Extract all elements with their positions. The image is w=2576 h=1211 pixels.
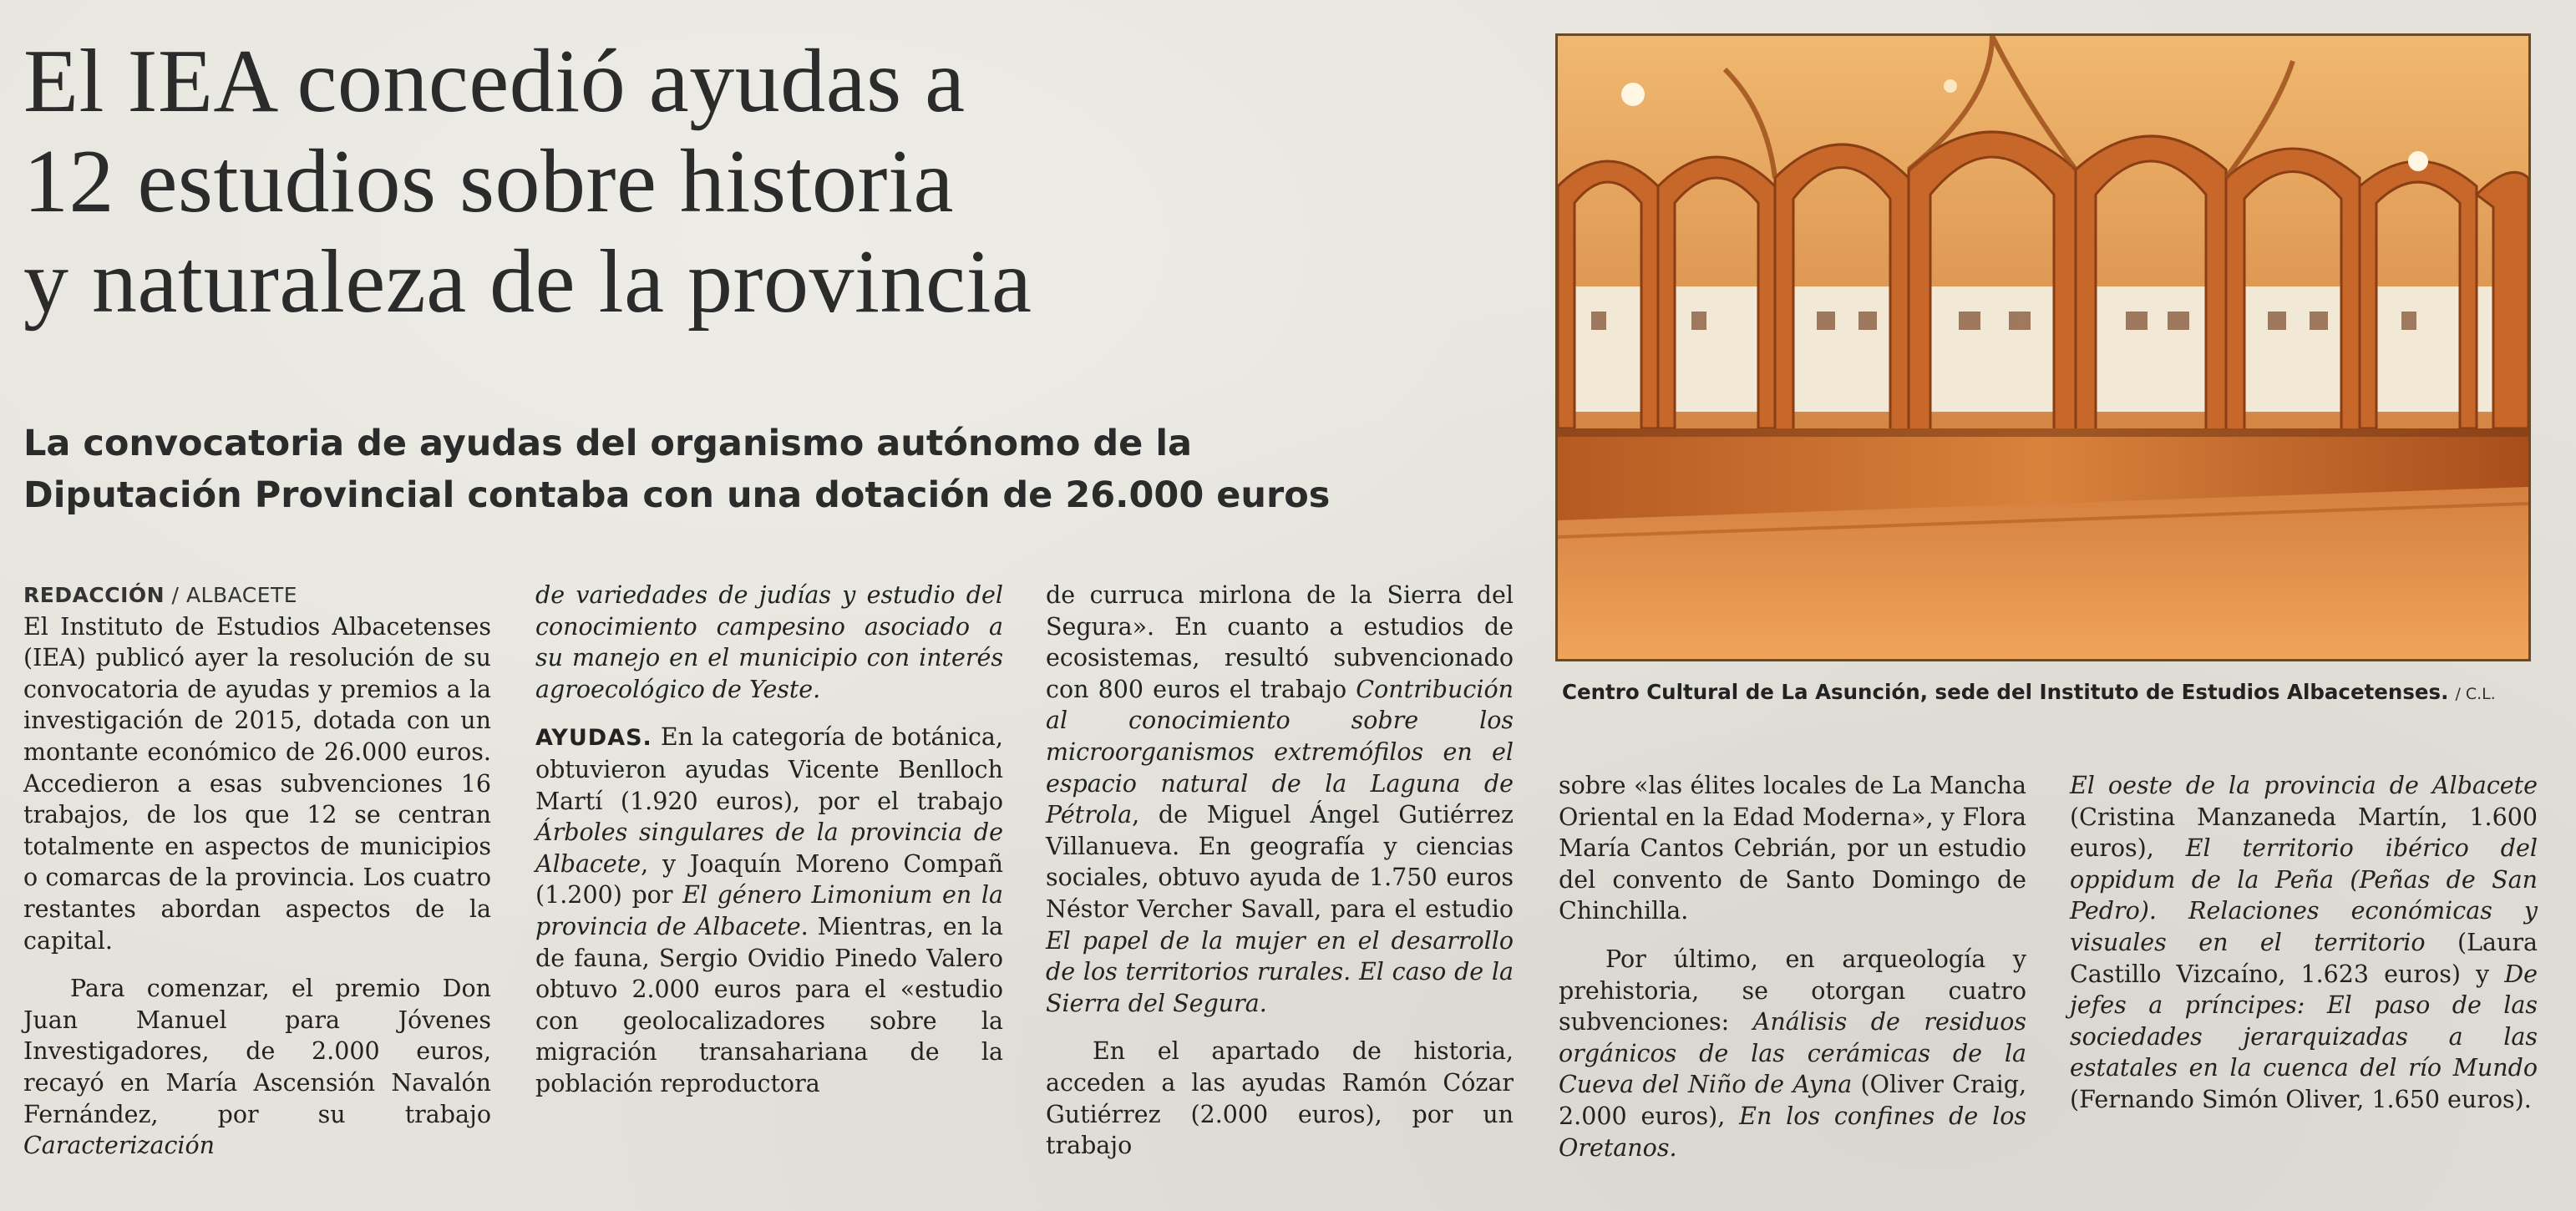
text-run: (Fernando Simón Oliver, 1.650 euros).: [2070, 1085, 2532, 1113]
text-run: Por último, en arqueología y prehistoria, se otorgan cuatro subvenciones:: [1559, 945, 2026, 1036]
text-run: de curruca mirlona de la Sierra del Segura». En cuanto a estudios de ecosistemas, resultó subvencionado con 800 euros el trabajo: [1046, 581, 1514, 703]
text-run-italic: El oeste de la provincia de Albacete: [2070, 772, 2538, 799]
text-run-italic: El territorio ibérico del oppidum de la Peña (Peñas de San Pedro). Relaciones económicas y visuales en el territorio: [2070, 834, 2538, 956]
paragraph: [23, 973, 491, 1162]
article-column-2: [535, 580, 1003, 1100]
text-run-italic: El papel de la mujer en el desarrollo de los territorios rurales. El caso de la Sierra del Segura.: [1046, 926, 1514, 1017]
text-run: En la categoría de botánica, obtuvieron ayudas Vicente Benlloch Martí (1.920 euros), por el trabajo: [535, 723, 1003, 815]
text-run: Para comenzar, el premio Don Juan Manuel para Jóvenes Investigadores, de 2.000 euros, recayó en María Ascensión Navalón Fernández, por su trabajo: [23, 975, 491, 1128]
paragraph: sobre «las élites locales de La Mancha Oriental en la Edad Moderna», y Flora María Cantos Cebrián, por un estudio del convento de Santo Domingo de Chinchilla.: [1559, 772, 2026, 925]
text-run-italic: Caracterización: [23, 1132, 216, 1160]
byline: [23, 580, 491, 611]
paragraph: [1559, 944, 2026, 1163]
headline-line: El IEA concedió ayudas a: [23, 32, 966, 131]
text-run-italic: de variedades de judías y estudio del conocimiento campesino asociado a su manejo en el municipio con interés agroecológico de Yeste.: [535, 581, 1003, 703]
headline-line: y naturaleza de la provincia: [23, 232, 1032, 332]
text-run-italic: En los confines de los Oretanos.: [1559, 1102, 2026, 1162]
byline-separator: /: [165, 583, 186, 607]
arcade-interior-photo: [1558, 36, 2528, 659]
text-run-italic: El género Limonium en la provincia de Albacete: [535, 881, 1003, 940]
text-run-italic: Análisis de residuos orgánicos de las cerámicas de la Cueva del Niño de Ayna: [1559, 1008, 2026, 1099]
text-run: , de Miguel Ángel Gutiérrez Villanueva. En geografía y ciencias sociales, obtuvo ayuda de 1.750 euros Néstor Vercher Savall, para el estudio: [1046, 801, 1514, 923]
headline: [23, 32, 1493, 332]
article-column-4: [1559, 770, 2026, 1163]
caption-text: Centro Cultural de La Asunción, sede del Instituto de Estudios Albacetenses.: [1562, 680, 2449, 704]
article-column-1: [23, 580, 491, 1162]
paragraph: [1046, 580, 1514, 1019]
subheadline: [23, 418, 1510, 521]
paragraph: En el apartado de historia, acceden a las ayudas Ramón Cózar Gutiérrez (2.000 euros), por un trabajo: [1046, 1037, 1514, 1160]
text-run-italic: Contribución al conocimiento sobre los microorganismos extremófilos en el espacio natural de la Laguna de Pétrola: [1046, 675, 1514, 829]
photo-credit: / C.L.: [2455, 685, 2496, 703]
subheadline-line: La convocatoria de ayudas del organismo autónomo de la: [23, 423, 1193, 464]
text-run: (Oliver Craig, 2.000 euros),: [1559, 1071, 2026, 1130]
byline-author: REDACCIÓN: [23, 583, 165, 607]
text-run-italic: De jefes a príncipes: El paso de las sociedades jerarquizadas a las estatales en la cuenca del río Mundo: [2070, 960, 2538, 1082]
text-run: (Laura Castillo Vizcaíno, 1.623 euros) y: [2070, 928, 2538, 988]
byline-place: ALBACETE: [185, 583, 298, 607]
photo-caption: [1562, 678, 2531, 708]
text-run-italic: Árboles singulares de la provincia de Albacete: [535, 818, 1003, 878]
section-kicker: AYUDAS.: [535, 725, 652, 752]
headline-line: 12 estudios sobre historia: [23, 132, 954, 231]
paragraph: [535, 580, 1003, 705]
text-run: . Mientras, en la de fauna, Sergio Ovidio Pinedo Valero obtuvo 2.000 euros para el «estudio con geolocalizadores sobre la migración transahariana de la población reproductora: [535, 912, 1003, 1097]
article-column-5: [2070, 770, 2538, 1116]
article-column-3: [1046, 580, 1514, 1162]
paragraph: [2070, 770, 2538, 1116]
text-run: , y Joaquín Moreno Compañ (1.200) por: [535, 849, 1003, 910]
photo-centro-cultural: [1555, 33, 2531, 661]
paragraph: El Instituto de Estudios Albacetenses (IEA) publicó ayer la resolución de su convocatoria de ayudas y premios a la investigación de 2015, dotada con un montante económico de 26.000 euros. Accedieron a esas subvenciones 16 trabajos, de los que 12 se centran totalmente en aspectos de municipios o comarcas de la provincia. Los cuatro restantes abordan aspectos de la capital.: [23, 612, 491, 955]
paragraph: [535, 722, 1003, 1099]
subheadline-line: Diputación Provincial contaba con una dotación de 26.000 euros: [23, 474, 1331, 516]
text-run: (Cristina Manzaneda Martín, 1.600 euros),: [2070, 803, 2538, 863]
